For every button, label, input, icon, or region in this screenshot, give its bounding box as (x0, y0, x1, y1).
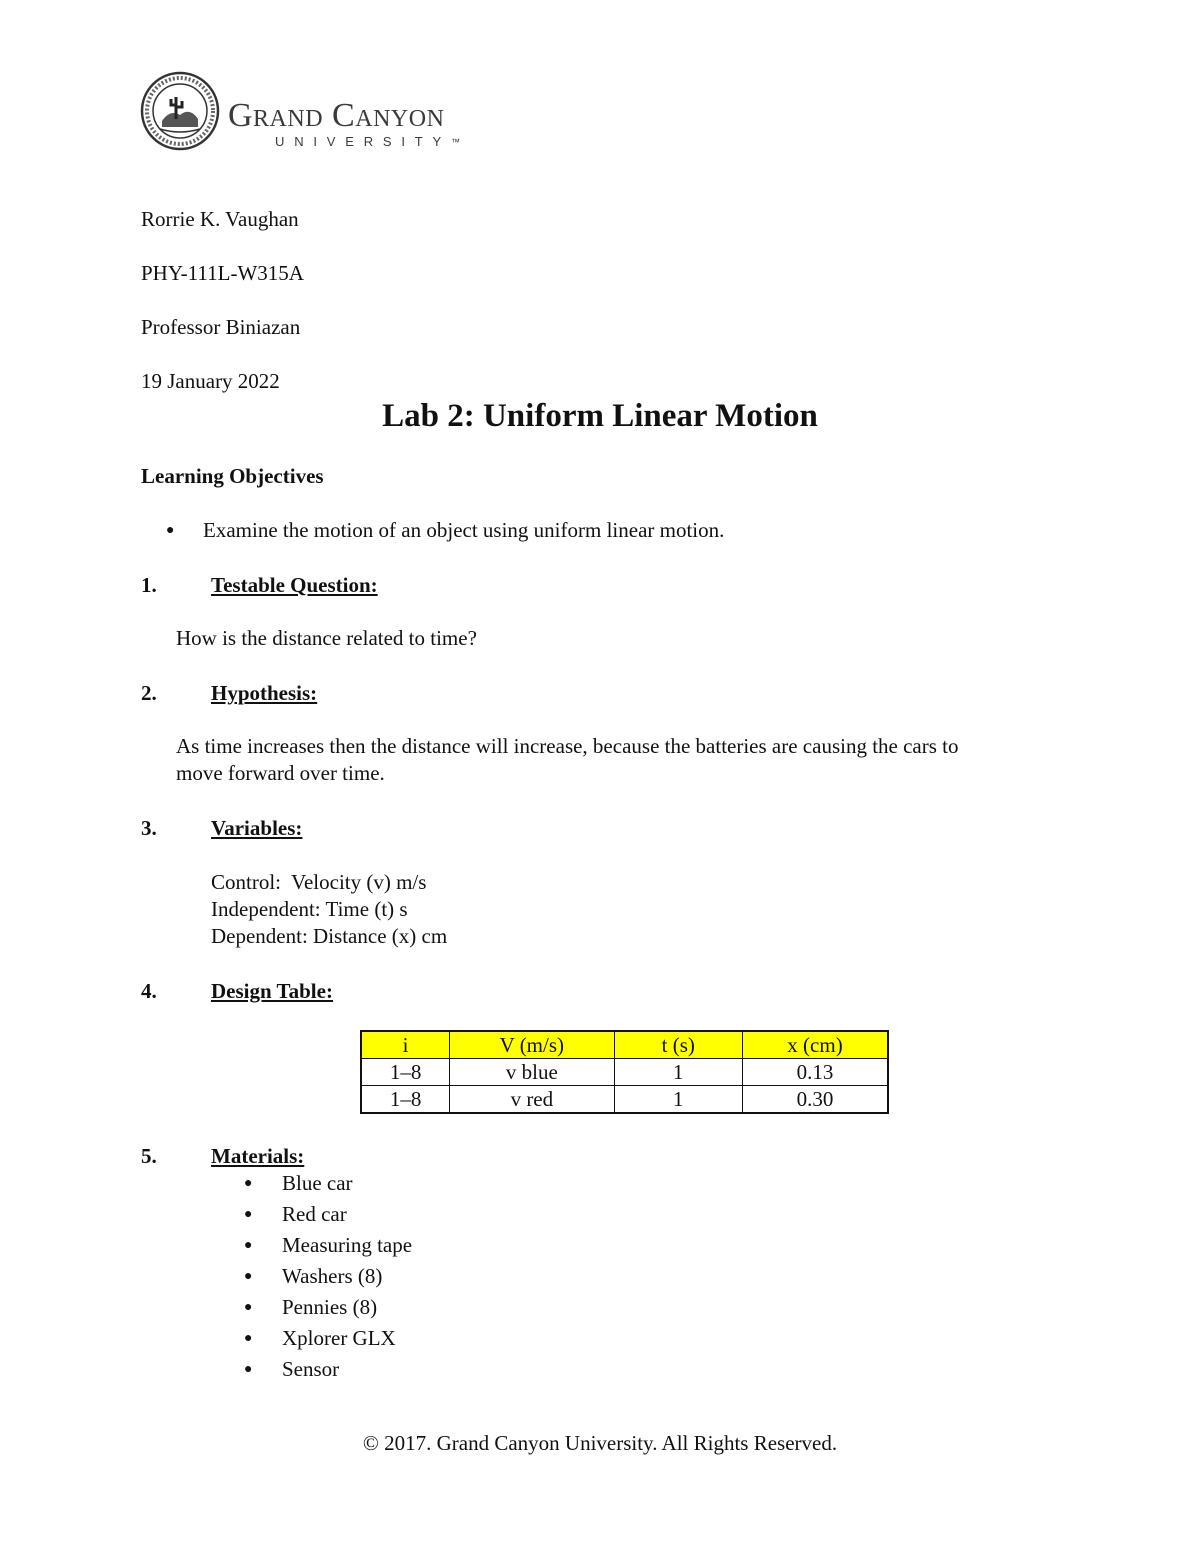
table-header-row (361, 1031, 888, 1059)
bullet-icon: ● (244, 1238, 253, 1253)
table-header-cell: x (cm) (743, 1031, 889, 1059)
design-table (360, 1030, 889, 1114)
section-number: 1. (141, 573, 157, 597)
material-label: Red car (282, 1202, 347, 1226)
material-label: Measuring tape (282, 1233, 413, 1257)
table-cell: 1 (614, 1059, 742, 1086)
table-cell: 1 (614, 1086, 742, 1114)
page-title: Lab 2: Uniform Linear Motion (382, 398, 818, 434)
bullet-icon: ● (244, 1176, 253, 1191)
section-number: 5. (141, 1144, 157, 1168)
bullet-icon: ● (244, 1331, 253, 1346)
design-table-heading: Design Table: (211, 979, 333, 1003)
material-label: Sensor (282, 1357, 340, 1381)
table-header-cell: t (s) (614, 1031, 742, 1059)
table-row (361, 1059, 888, 1086)
section-number: 3. (141, 816, 157, 840)
control-variable: Control: Velocity (v) m/s (211, 870, 427, 894)
material-label: Blue car (282, 1171, 353, 1195)
bullet-icon: ● (244, 1362, 253, 1377)
table-cell: 1–8 (361, 1086, 450, 1114)
bullet-icon: ● (244, 1269, 253, 1284)
university-seal-icon (140, 71, 220, 151)
material-label: Washers (8) (282, 1264, 383, 1288)
table-row (361, 1086, 888, 1114)
bullet-icon: ● (244, 1207, 253, 1222)
hypothesis-text-line1: As time increases then the distance will increase, because the batteries are causing the cars to (176, 734, 959, 758)
material-label: Pennies (8) (282, 1295, 378, 1319)
section-number: 4. (141, 979, 157, 1003)
professor-name: Professor Biniazan (141, 315, 301, 339)
bullet-icon: ● (166, 523, 175, 538)
dependent-variable: Dependent: Distance (x) cm (211, 924, 448, 948)
materials-heading: Materials: (211, 1144, 305, 1168)
table-cell: 0.30 (743, 1086, 889, 1114)
table-cell: 1–8 (361, 1059, 450, 1086)
table-cell: 0.13 (743, 1059, 889, 1086)
variables-heading: Variables: (211, 816, 303, 840)
testable-question-heading: Testable Question: (211, 573, 378, 597)
objective-item: Examine the motion of an object using uniform linear motion. (203, 518, 725, 542)
copyright-footer: © 2017. Grand Canyon University. All Rights Reserved. (362, 1431, 838, 1455)
bullet-icon: ● (244, 1300, 253, 1315)
learning-objectives-heading: Learning Objectives (141, 464, 324, 488)
author-name: Rorrie K. Vaughan (141, 207, 299, 231)
logo-name-line1: Grand Canyon (228, 97, 445, 134)
testable-question-text: How is the distance related to time? (176, 626, 477, 650)
hypothesis-heading: Hypothesis: (211, 681, 318, 705)
section-number: 2. (141, 681, 157, 705)
document-date: 19 January 2022 (141, 369, 280, 393)
table-header-cell: i (361, 1031, 450, 1059)
material-label: Xplorer GLX (282, 1326, 396, 1350)
hypothesis-text-line2: move forward over time. (176, 761, 385, 785)
independent-variable: Independent: Time (t) s (211, 897, 408, 921)
table-cell: v blue (450, 1059, 614, 1086)
table-cell: v red (450, 1086, 614, 1114)
logo-name-line2: UNIVERSITY™ (275, 134, 461, 149)
table-header-cell: V (m/s) (450, 1031, 614, 1059)
course-code: PHY-111L-W315A (141, 261, 304, 285)
